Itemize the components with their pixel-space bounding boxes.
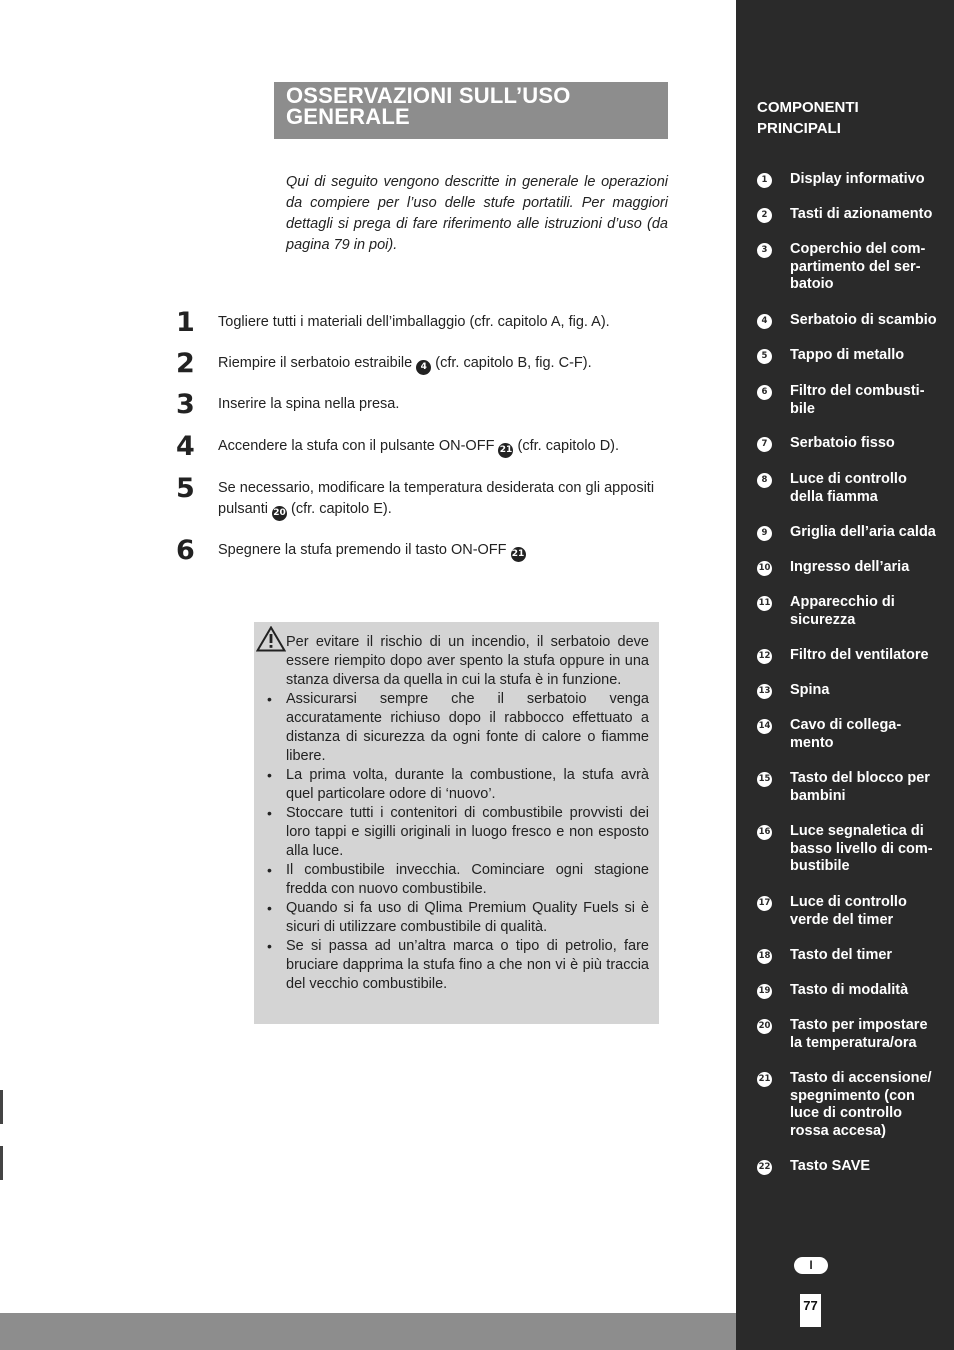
component-label: Tasto per impostare la temperatura/ora xyxy=(790,1017,928,1051)
warning-bullet: • Assicurarsi sempre che il serbatoio venga accuratamente richiuso dopo il rabbocco effettuato a distanza di sicurezza da ogni fonte di calore o fiamme libere. xyxy=(286,690,649,766)
component-number-badge: 8 xyxy=(757,473,772,488)
components-sidebar xyxy=(736,0,954,1350)
section-title-line2: GENERALE xyxy=(286,104,410,129)
edge-mark xyxy=(0,1090,3,1124)
component-number-badge: 7 xyxy=(757,437,772,452)
component-number-badge: 5 xyxy=(757,349,772,364)
component-label: Luce di controllo verde del timer xyxy=(790,894,907,928)
component-label: Spina xyxy=(790,682,830,698)
step-text xyxy=(218,540,676,562)
step-number: 2 xyxy=(176,348,195,379)
edge-mark xyxy=(0,1146,3,1180)
component-number-badge: 21 xyxy=(757,1072,772,1087)
component-label: Display informativo xyxy=(790,171,925,187)
warning-bullet: • Stoccare tutti i contenitori di combustibile provvisti dei loro tappi e sigilli originali in luogo fresco e non esposto alla luce. xyxy=(286,804,649,861)
step-text-after: (cfr. capitolo B, fig. C-F). xyxy=(435,355,592,371)
component-number-badge: 11 xyxy=(757,596,772,611)
component-label: Serbatoio di scambio xyxy=(790,312,937,328)
page-number: 77 xyxy=(800,1294,821,1327)
component-number-badge: 2 xyxy=(757,208,772,223)
component-label: Ingresso dell’aria xyxy=(790,559,910,575)
component-ref-badge: 21 xyxy=(498,443,513,458)
component-label: Tasto di accensione/ spegnimento (con luce di controllo rossa accesa) xyxy=(790,1070,932,1139)
component-label: Griglia dell’aria calda xyxy=(790,524,936,540)
language-badge: I xyxy=(794,1257,828,1274)
component-ref-badge: 20 xyxy=(272,506,287,521)
warning-bullet: • Il combustibile invecchia. Cominciare ogni stagione fredda con nuovo combustibile. xyxy=(286,861,649,899)
component-number-badge: 9 xyxy=(757,526,772,541)
intro-paragraph: Qui di seguito vengono descritte in generale le operazioni da compiere per l’uso delle stufe portatili. Per maggiori dettagli si prega di fare riferimento alle istruzioni d’uso (da pagina 79 in poi). xyxy=(286,174,668,253)
component-label: Luce segnaletica di basso livello di com- bustibile xyxy=(790,823,933,874)
component-number-badge: 19 xyxy=(757,984,772,999)
component-number-badge: 10 xyxy=(757,561,772,576)
component-number-badge: 3 xyxy=(757,243,772,258)
step-text-before: Se necessario, modificare la temperatura desiderata con gli appositi pulsanti xyxy=(218,480,655,517)
component-label: Coperchio del com- partimento del ser- batoio xyxy=(790,241,926,292)
step-text-before: Accendere la stufa con il pulsante ON-OFF xyxy=(218,438,495,454)
component-ref-badge: 21 xyxy=(511,547,526,562)
warning-triangle-icon xyxy=(256,626,286,652)
step-text: Togliere tutti i materiali dell’imballaggio (cfr. capitolo A, fig. A). xyxy=(218,314,610,330)
component-number-badge: 16 xyxy=(757,825,772,840)
warning-list xyxy=(286,690,649,994)
warning-bullet: • Quando si fa uso di Qlima Premium Quality Fuels si è sicuri di utilizzare combustibile di qualità. xyxy=(286,899,649,937)
component-label: Filtro del combusti- bile xyxy=(790,383,925,417)
component-number-badge: 15 xyxy=(757,772,772,787)
component-number-badge: 20 xyxy=(757,1019,772,1034)
footer-bar xyxy=(0,1313,736,1350)
warning-bullet: • Se si passa ad un’altra marca o tipo di petrolio, fare bruciare dapprima la stufa fino a che non vi è più traccia del vecchio combustibile. xyxy=(286,937,649,994)
section-title xyxy=(274,82,668,139)
step-text xyxy=(218,353,676,375)
step-number: 5 xyxy=(176,473,195,504)
component-number-badge: 17 xyxy=(757,896,772,911)
step-text-after: (cfr. capitolo E). xyxy=(291,501,392,517)
component-number-badge: 12 xyxy=(757,649,772,664)
component-label: Tappo di metallo xyxy=(790,347,905,363)
component-label: Tasto del blocco per bambini xyxy=(790,770,930,804)
component-label: Filtro del ventilatore xyxy=(790,647,929,663)
step-number: 3 xyxy=(176,389,195,420)
step-text-before: Spegnere la stufa premendo il tasto ON-OFF xyxy=(218,542,507,558)
component-label: Cavo di collega- mento xyxy=(790,717,902,751)
component-number-badge: 1 xyxy=(757,173,772,188)
step-text xyxy=(218,436,676,458)
component-label: Tasti di azionamento xyxy=(790,206,933,222)
component-number-badge: 22 xyxy=(757,1160,772,1175)
step-text xyxy=(218,478,676,521)
component-number-badge: 18 xyxy=(757,949,772,964)
component-number-badge: 4 xyxy=(757,314,772,329)
step-text-after: (cfr. capitolo D). xyxy=(517,438,620,454)
warning-box xyxy=(254,622,659,1024)
component-label: Tasto di modalità xyxy=(790,982,909,998)
step-number: 1 xyxy=(176,307,195,338)
component-ref-badge: 4 xyxy=(416,360,431,375)
sidebar-heading-line2: PRINCIPALI xyxy=(757,120,841,137)
component-number-badge: 13 xyxy=(757,684,772,699)
component-number-badge: 14 xyxy=(757,719,772,734)
component-label: Serbatoio fisso xyxy=(790,435,895,451)
step-text-before: Riempire il serbatoio estraibile xyxy=(218,355,413,371)
component-label: Tasto SAVE xyxy=(790,1158,871,1174)
section-title-line1: OSSERVAZIONI SULL’USO xyxy=(286,83,571,108)
warning-bullet: • La prima volta, durante la combustione, la stufa avrà quel particolare odore di ‘nuovo’. xyxy=(286,766,649,804)
component-label: Luce di controllo della fiamma xyxy=(790,471,907,505)
sidebar-heading-line1: COMPONENTI xyxy=(757,99,859,116)
warning-lead: Per evitare il rischio di un incendio, il serbatoio deve essere riempito dopo aver spento la stufa oppure in una stanza diversa da quella in cui la stufa è in funzione. xyxy=(286,634,649,688)
sidebar-heading xyxy=(757,97,947,139)
component-number-badge: 6 xyxy=(757,385,772,400)
component-label: Tasto del timer xyxy=(790,947,893,963)
step-text: Inserire la spina nella presa. xyxy=(218,396,400,412)
component-label: Apparecchio di sicurezza xyxy=(790,594,895,628)
step-number: 6 xyxy=(176,535,195,566)
step-number: 4 xyxy=(176,431,195,462)
